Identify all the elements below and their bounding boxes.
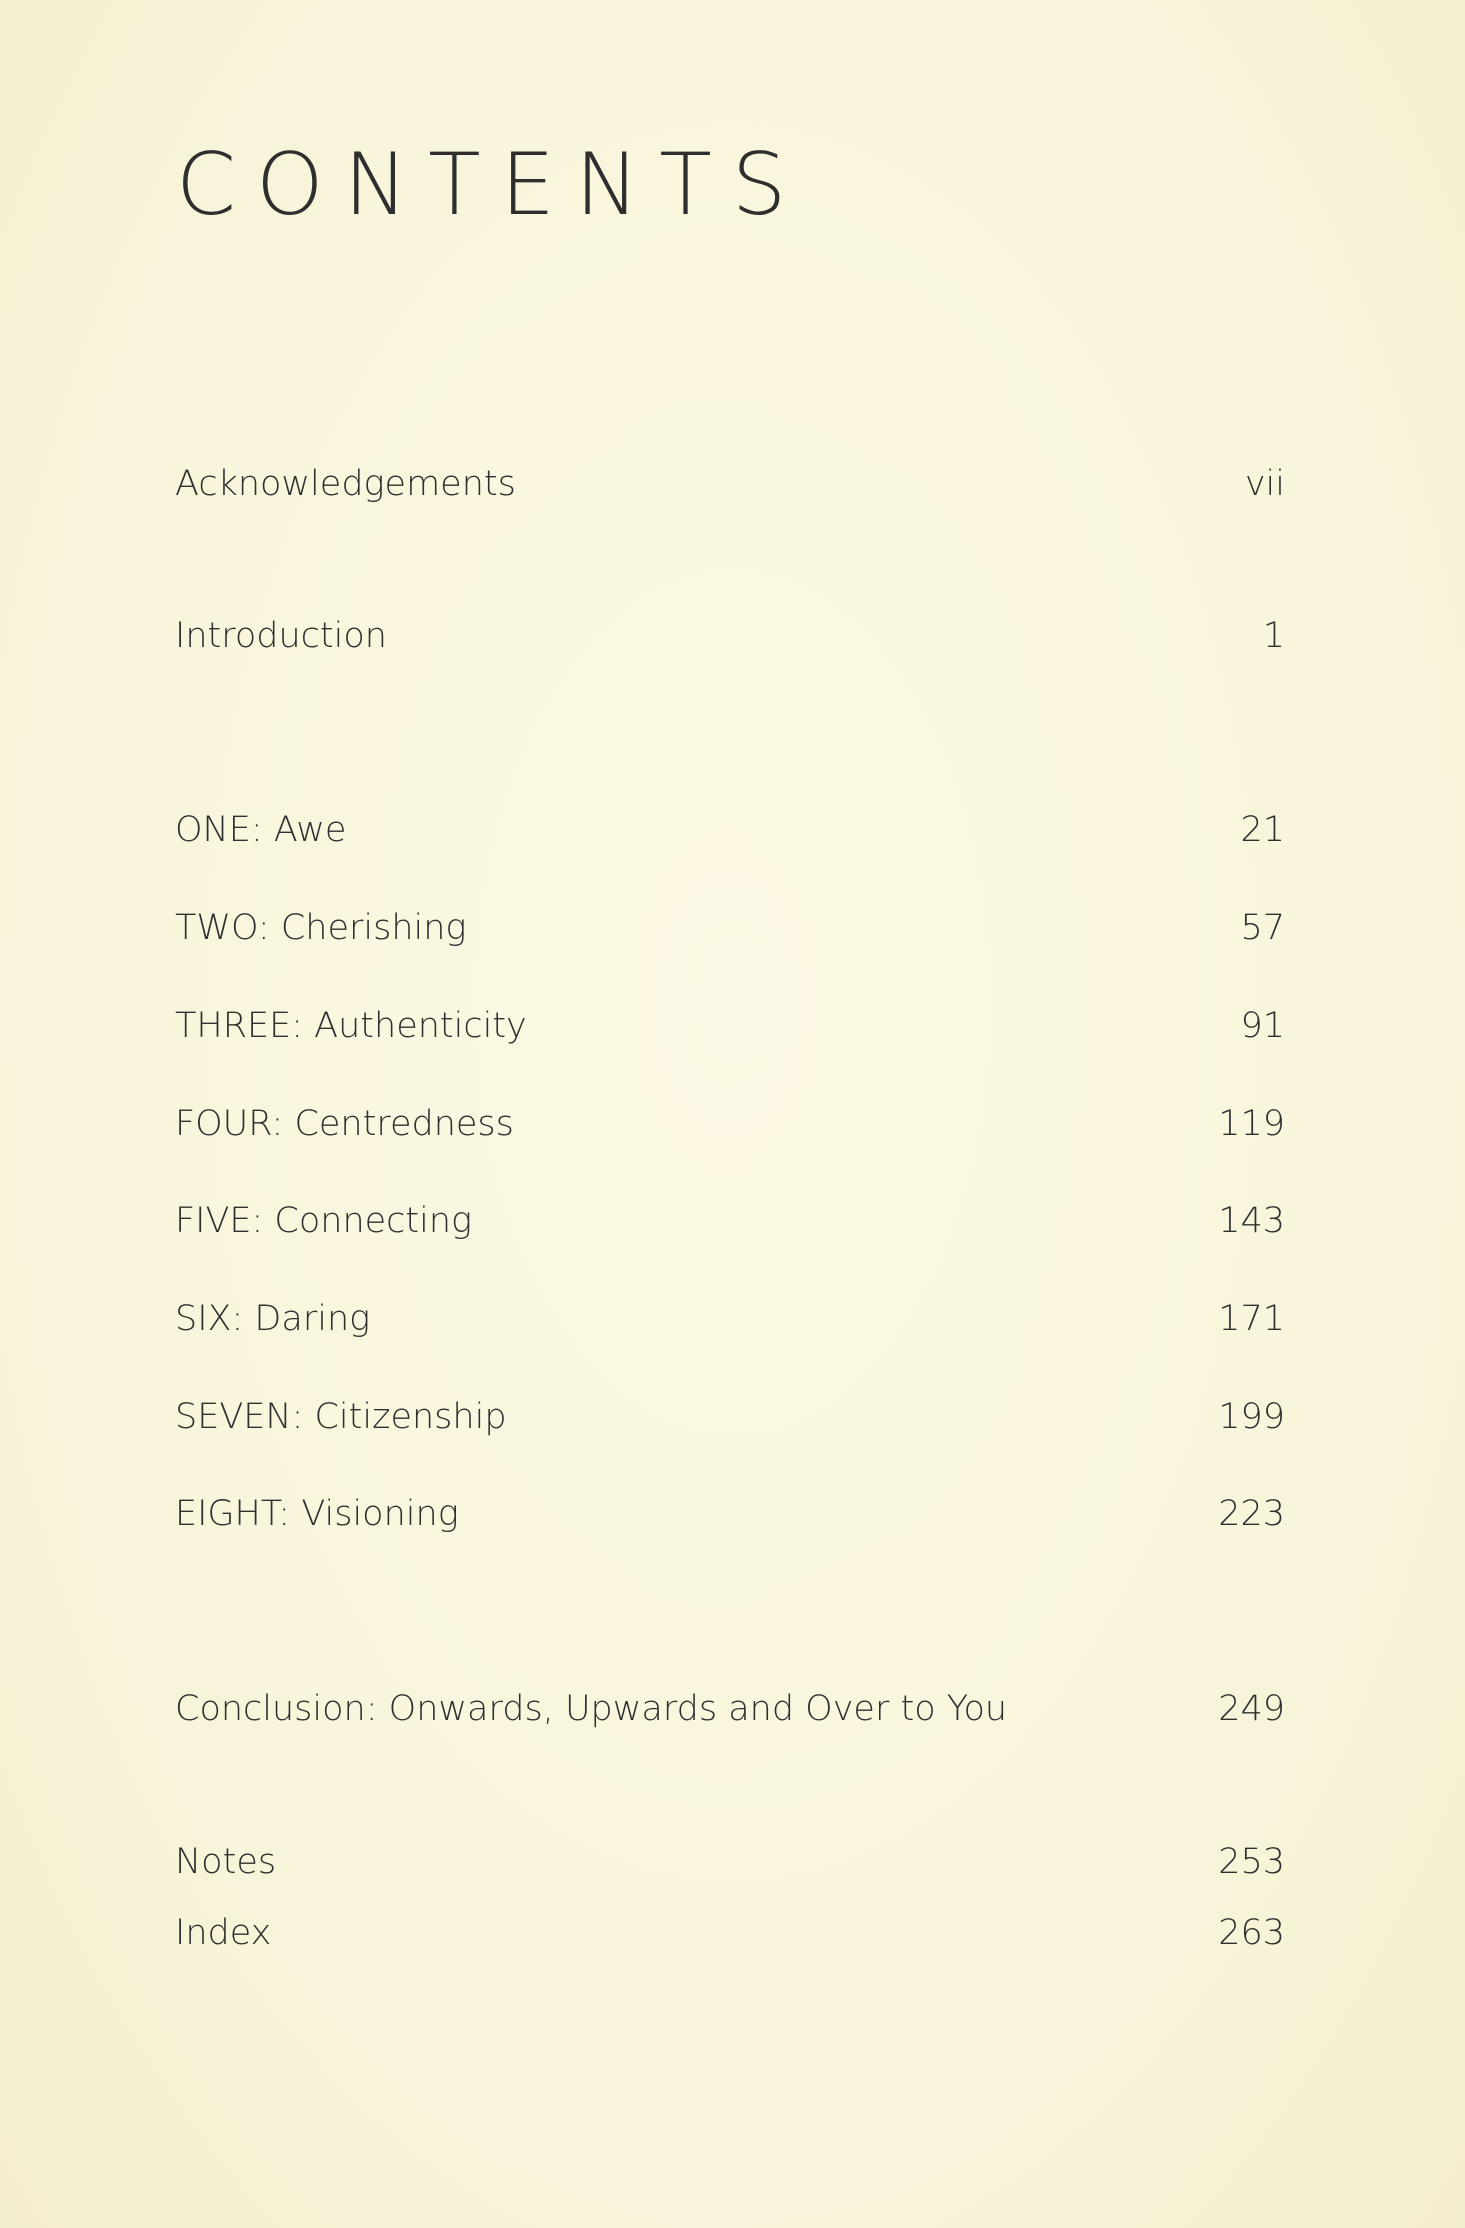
toc-entry-label: Conclusion: Onwards, Upwards and Over to You [175,1689,1008,1729]
toc-entry-page: 249 [1218,1689,1285,1729]
toc-entry-label: Index [175,1913,272,1953]
toc-entry-label: FOUR: Centredness [175,1104,514,1144]
toc-entry-label: SIX: Daring [175,1299,371,1339]
toc-entry-label: FIVE: Connecting [175,1201,473,1241]
toc-entry [175,1002,1285,1050]
toc-entry [175,1838,1285,1886]
toc-entry-page: 171 [1218,1299,1285,1339]
toc-entry-page: 143 [1218,1201,1285,1241]
toc-entry-label: EIGHT: Visioning [175,1494,459,1534]
toc-entry [175,1393,1285,1441]
toc-entry-label: ONE: Awe [175,810,347,850]
toc-entry-label: Introduction [175,616,387,656]
toc-entry [175,1295,1285,1343]
toc-entry [175,612,1285,660]
page-title: CONTENTS [176,135,807,235]
toc-entry [175,1490,1285,1538]
toc-entry-label: THREE: Authenticity [175,1006,527,1046]
toc-entry-page: 1 [1262,616,1285,656]
toc-entry-label: SEVEN: Citizenship [175,1397,507,1437]
toc-entry [175,904,1285,952]
toc-entry-page: 57 [1240,908,1285,948]
toc-entry-page: 253 [1218,1842,1285,1882]
toc-entry-label: Notes [175,1842,277,1882]
toc-entry [175,1685,1285,1733]
toc-entry-label: Acknowledgements [175,464,516,504]
toc-entry-page: 199 [1218,1397,1285,1437]
toc-entry [175,1909,1285,1957]
toc-entry-page: vii [1244,464,1285,504]
toc-entry-page: 91 [1240,1006,1285,1046]
toc-entry [175,806,1285,854]
toc-entry [175,460,1285,508]
toc-entry-page: 263 [1218,1913,1285,1953]
toc-entry-page: 119 [1218,1104,1285,1144]
toc-entry [175,1197,1285,1245]
toc-entry-label: TWO: Cherishing [175,908,467,948]
toc-entry-page: 223 [1218,1494,1285,1534]
toc-entry-page: 21 [1240,810,1285,850]
toc-entry [175,1100,1285,1148]
